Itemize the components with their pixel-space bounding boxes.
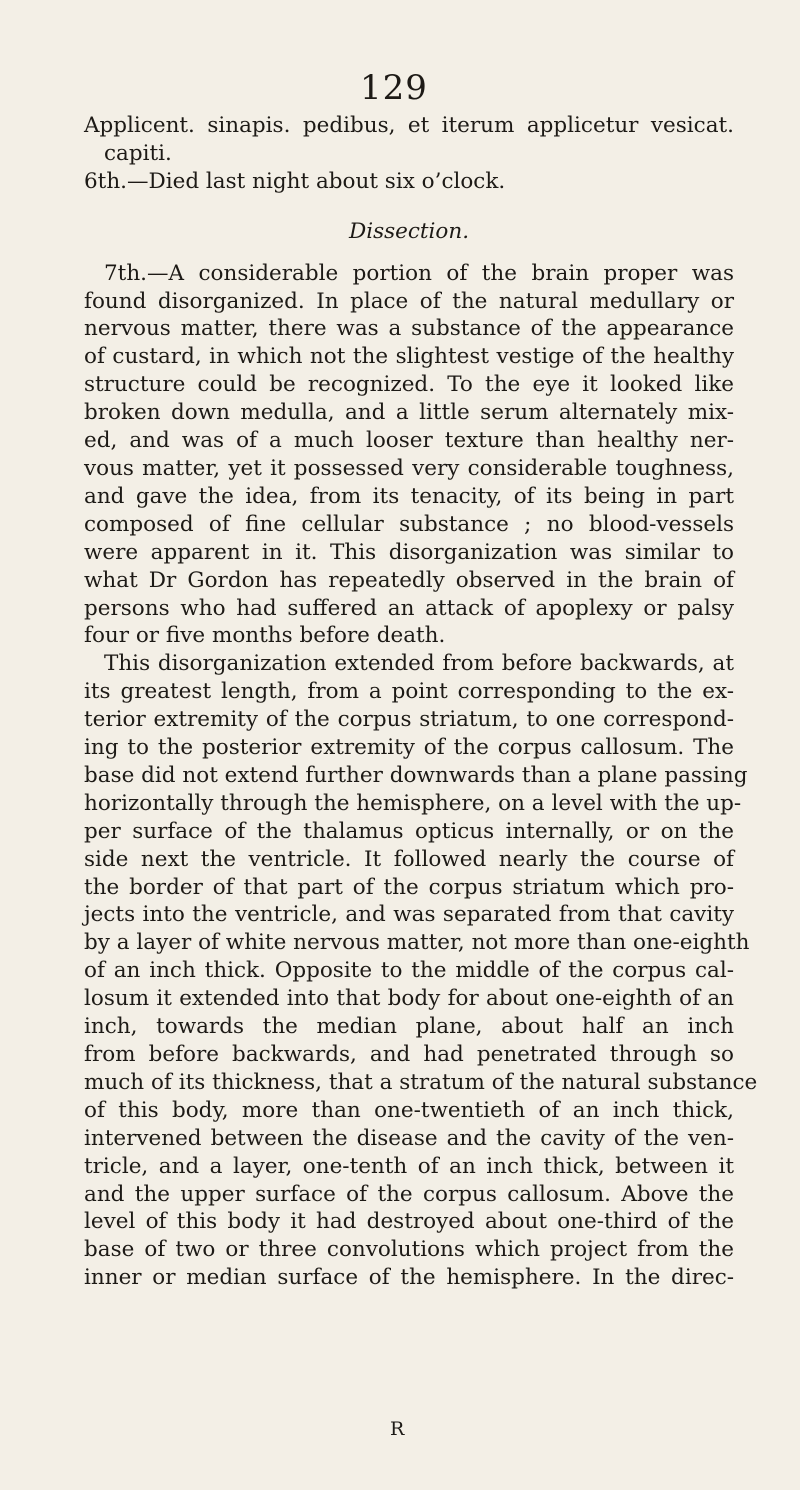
text-line: side next the ventricle. It followed nearly the course of: [84, 846, 734, 872]
text-line: composed of fine cellular substance ; no blood-vessels: [84, 511, 734, 537]
text-line: nervous matter, there was a substance of the appearance: [84, 316, 734, 342]
text-line: level of this body it had destroyed about one-third of the: [84, 1209, 734, 1235]
text-line: losum it extended into that body for about one-eighth of an: [84, 986, 734, 1012]
text-line: the border of that part of the corpus striatum which pro-: [84, 874, 734, 900]
text-line: per surface of the thalamus opticus internally, or on the: [84, 818, 734, 844]
text-line: vous matter, yet it possessed very considerable toughness,: [84, 455, 734, 481]
text-line: structure could be recognized. To the eye it looked like: [84, 372, 734, 398]
text-line: found disorganized. In place of the natural medullary or: [84, 288, 734, 314]
text-line: what Dr Gordon has repeatedly observed in the brain of: [84, 567, 734, 593]
text-line: much of its thickness, that a stratum of the natural substance: [84, 1069, 758, 1095]
text-line: terior extremity of the corpus striatum, to one correspond-: [84, 707, 734, 733]
text-line: by a layer of white nervous matter, not more than one-eighth: [84, 930, 750, 956]
text-line: inch, towards the median plane, about half an inch: [84, 1014, 734, 1040]
text-line: jects into the ventricle, and was separated from that cavity: [84, 902, 734, 928]
text-line: Applicent. sinapis. pedibus, et iterum applicetur vesicat.: [84, 113, 734, 138]
text-line: tricle, and a layer, one-tenth of an inch thick, between it: [84, 1153, 734, 1179]
text-line: and gave the idea, from its tenacity, of its being in part: [84, 483, 734, 509]
text-line: of an inch thick. Opposite to the middle of the corpus cal-: [84, 958, 734, 984]
text-line: inner or median surface of the hemisphere. In the direc-: [84, 1265, 734, 1291]
body-text: [84, 112, 758, 1292]
text-line: capiti.: [104, 140, 172, 166]
text-line: of custard, in which not the slightest vestige of the healthy: [84, 344, 734, 370]
text-line: of this body, more than one-twentieth of an inch thick,: [84, 1097, 734, 1123]
text-line: intervened between the disease and the cavity of the ven-: [84, 1125, 734, 1151]
text-line: This disorganization extended from before backwards, at: [104, 651, 734, 677]
text-line: broken down medulla, and a little serum alternately mix-: [84, 400, 734, 426]
text-line: base of two or three convolutions which project from the: [84, 1237, 734, 1263]
paragraph-1: [84, 260, 734, 651]
text-line: from before backwards, and had penetrated through so: [84, 1042, 734, 1067]
text-line: persons who had suffered an attack of apoplexy or palsy: [84, 595, 734, 621]
section-heading: Dissection.: [348, 218, 470, 244]
text-line: 6th.—Died last night about six o’clock.: [84, 168, 506, 194]
signature-mark: R: [390, 1418, 406, 1440]
page-number: 129: [360, 68, 428, 108]
text-line: four or five months before death.: [84, 623, 446, 649]
paragraph-2: [84, 650, 758, 1292]
text-line: ed, and was of a much looser texture than healthy ner-: [84, 428, 734, 454]
text-line: ing to the posterior extremity of the corpus callosum. The: [84, 735, 734, 761]
text-line: horizontally through the hemisphere, on a level with the up-: [84, 790, 742, 816]
text-line: 7th.—A considerable portion of the brain proper was: [104, 260, 734, 286]
text-line: and the upper surface of the corpus callosum. Above the: [84, 1181, 734, 1207]
text-line: its greatest length, from a point corresponding to the ex-: [84, 679, 734, 705]
text-line: were apparent in it. This disorganization was similar to: [84, 539, 734, 565]
text-line: base did not extend further downwards than a plane passing: [84, 762, 748, 788]
